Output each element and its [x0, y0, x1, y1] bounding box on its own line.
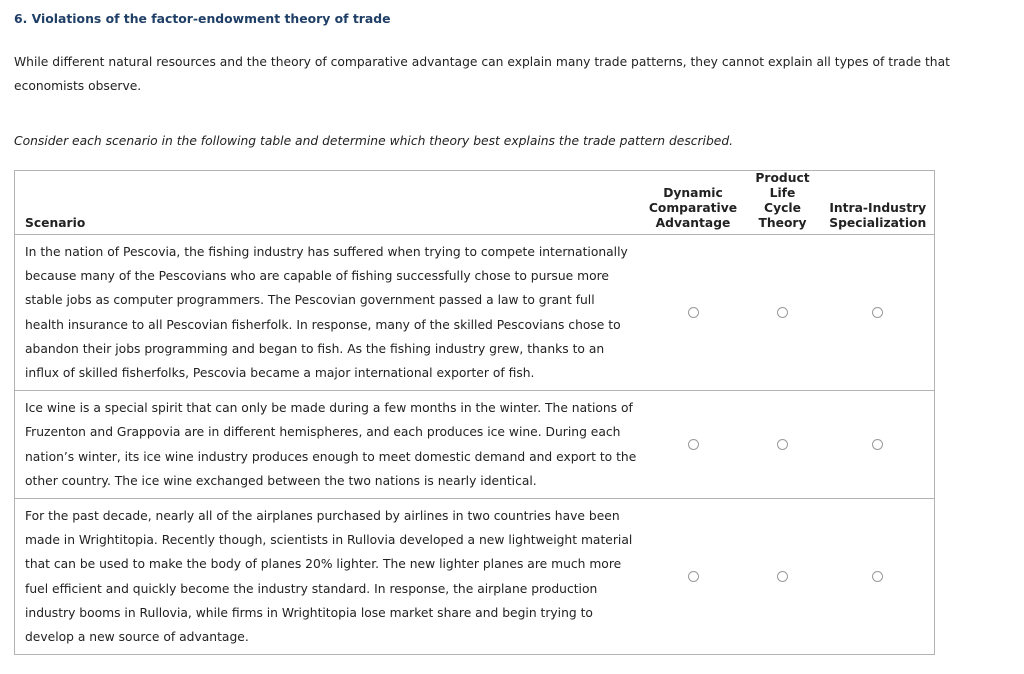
instruction-text: Consider each scenario in the following table and determine which theory best explains the trade pattern described.	[14, 134, 734, 148]
table-row	[15, 391, 935, 499]
radio-product-life-cycle-theory[interactable]	[777, 439, 788, 450]
dynamic-comparative-advantage-label: Dynamic Comparative Advantage	[648, 186, 738, 230]
radio-product-life-cycle-theory[interactable]	[777, 571, 788, 582]
radio-cell	[822, 391, 935, 499]
radio-cell	[643, 499, 744, 655]
radio-intra-industry-specialization[interactable]	[872, 439, 883, 450]
radio-cell	[744, 391, 822, 499]
scenario-table	[14, 170, 935, 655]
radio-intra-industry-specialization[interactable]	[872, 307, 883, 318]
product-life-cycle-theory-label: Product Life Cycle Theory	[755, 171, 810, 230]
radio-intra-industry-specialization[interactable]	[872, 571, 883, 582]
scenario-text: Ice wine is a special spirit that can only be made during a few months in the winter. The nations of Fruzenton and Grappovia are in different hemispheres, and each produces ice wine. During each nation’s winter, its ice wine industry produces enough to meet domestic demand and export to the other country. The ice wine exchanged between the two nations is nearly identical.	[25, 401, 637, 488]
radio-cell	[643, 235, 744, 391]
table-row	[15, 235, 935, 391]
table-row	[15, 499, 935, 655]
radio-product-life-cycle-theory[interactable]	[777, 307, 788, 318]
dynamic-comparative-advantage-header	[643, 171, 744, 235]
question-title: 6. Violations of the factor-endowment theory of trade	[14, 11, 391, 26]
scenario-column-header: Scenario	[15, 171, 643, 235]
scenario-text: In the nation of Pescovia, the fishing industry has suffered when trying to compete internationally because many of the Pescovians who are capable of fishing successfully chose to pursue more stable jobs as computer programmers. The Pescovian government passed a law to grant full health insurance to all Pescovian fisherfolk. In response, many of the skilled Pescovians chose to abandon their jobs programming and began to fish. As the fishing industry grew, thanks to an influx of skilled fisherfolks, Pescovia became a major international exporter of fish.	[25, 245, 628, 381]
table-header-row	[15, 171, 935, 235]
scenario-cell	[15, 235, 643, 391]
radio-cell	[744, 235, 822, 391]
radio-cell	[744, 499, 822, 655]
intra-industry-specialization-header	[822, 171, 935, 235]
scenario-text: For the past decade, nearly all of the airplanes purchased by airlines in two countries have been made in Wrightitopia. Recently though, scientists in Rullovia developed a new lightweight material that can be used to make the body of planes 20% lighter. The new lighter planes are much more fuel efficient and quickly become the industry standard. In response, the airplane production industry booms in Rullovia, while firms in Wrightitopia lose market share and begin trying to develop a new source of advantage.	[25, 509, 633, 645]
radio-dynamic-comparative-advantage[interactable]	[688, 307, 699, 318]
radio-dynamic-comparative-advantage[interactable]	[688, 439, 699, 450]
radio-dynamic-comparative-advantage[interactable]	[688, 571, 699, 582]
radio-cell	[822, 235, 935, 391]
scenario-cell	[15, 499, 643, 655]
intro-paragraph: While different natural resources and the theory of comparative advantage can explain many trade patterns, they cannot explain all types of trade that economists observe.	[14, 55, 950, 93]
radio-cell	[643, 391, 744, 499]
scenario-cell	[15, 391, 643, 499]
intra-industry-specialization-label: Intra-Industry Specialization	[829, 201, 927, 230]
product-life-cycle-theory-header	[744, 171, 822, 235]
radio-cell	[822, 499, 935, 655]
